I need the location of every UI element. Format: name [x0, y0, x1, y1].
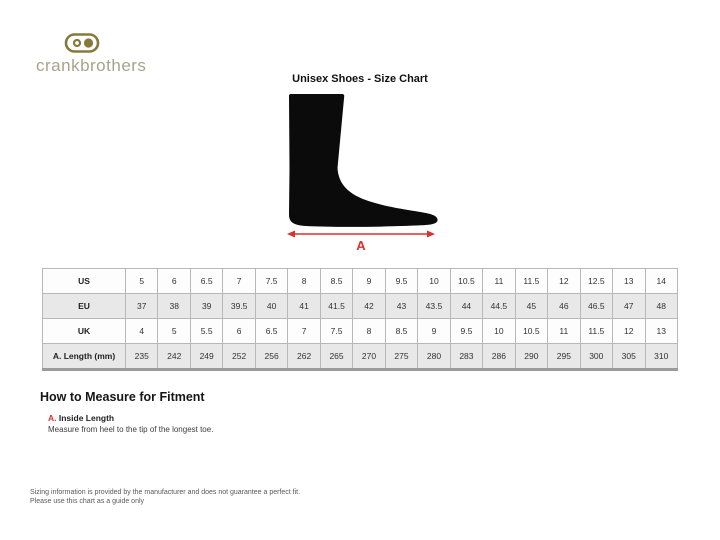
size-cell: 10.5	[450, 269, 482, 294]
size-cell: 10.5	[515, 319, 547, 344]
size-cell: 265	[320, 344, 352, 370]
arrow-label: A	[356, 238, 366, 253]
sock-silhouette-shape	[289, 94, 438, 227]
crankbrothers-pill-logo-icon	[64, 32, 100, 54]
size-cell: 41.5	[320, 294, 352, 319]
size-cell: 48	[645, 294, 678, 319]
size-table	[42, 268, 678, 371]
size-table-body	[43, 269, 678, 370]
size-cell: 286	[483, 344, 515, 370]
size-cell: 43.5	[418, 294, 450, 319]
row-label: UK	[43, 319, 126, 344]
size-table-container	[42, 268, 678, 371]
brand-logo	[36, 32, 146, 76]
size-cell: 7.5	[320, 319, 352, 344]
size-cell: 11.5	[515, 269, 547, 294]
size-cell: 40	[255, 294, 287, 319]
size-cell: 4	[126, 319, 158, 344]
size-cell: 39.5	[223, 294, 255, 319]
size-cell: 8.5	[385, 319, 417, 344]
size-cell: 9	[353, 269, 385, 294]
size-cell: 300	[580, 344, 612, 370]
size-cell: 7	[288, 319, 320, 344]
measure-item-description: Measure from heel to the tip of the longest toe.	[48, 425, 214, 434]
measure-item-letter: A.	[48, 413, 57, 423]
size-cell: 5	[158, 319, 190, 344]
table-row	[43, 269, 678, 294]
how-to-measure-section	[40, 390, 213, 434]
size-cell: 295	[548, 344, 580, 370]
size-cell: 290	[515, 344, 547, 370]
page-title: Unisex Shoes - Size Chart	[292, 73, 428, 85]
table-row	[43, 344, 678, 370]
size-cell: 310	[645, 344, 678, 370]
size-cell: 235	[126, 344, 158, 370]
length-arrow	[287, 231, 435, 238]
size-cell: 275	[385, 344, 417, 370]
disclaimer	[30, 488, 300, 506]
size-cell: 6	[223, 319, 255, 344]
disclaimer-line-1: Sizing information is provided by the manufacturer and does not guarantee a perfect fit.	[30, 489, 301, 496]
row-label: EU	[43, 294, 126, 319]
size-cell: 12	[548, 269, 580, 294]
row-label: US	[43, 269, 126, 294]
size-cell: 10	[418, 269, 450, 294]
size-cell: 242	[158, 344, 190, 370]
size-cell: 270	[353, 344, 385, 370]
size-cell: 305	[613, 344, 645, 370]
size-cell: 10	[483, 319, 515, 344]
measure-heading: How to Measure for Fitment	[40, 390, 205, 404]
size-cell: 283	[450, 344, 482, 370]
size-cell: 43	[385, 294, 417, 319]
size-cell: 38	[158, 294, 190, 319]
size-cell: 7.5	[255, 269, 287, 294]
size-cell: 46	[548, 294, 580, 319]
size-cell: 37	[126, 294, 158, 319]
size-cell: 44.5	[483, 294, 515, 319]
measure-item-name: Inside Length	[56, 413, 115, 423]
measure-item-title	[48, 413, 213, 423]
size-cell: 252	[223, 344, 255, 370]
size-cell: 6.5	[255, 319, 287, 344]
size-cell: 9.5	[385, 269, 417, 294]
size-cell: 13	[613, 269, 645, 294]
size-cell: 11	[548, 319, 580, 344]
size-cell: 8	[288, 269, 320, 294]
size-cell: 12	[613, 319, 645, 344]
size-cell: 44	[450, 294, 482, 319]
size-cell: 45	[515, 294, 547, 319]
size-cell: 9	[418, 319, 450, 344]
size-cell: 46.5	[580, 294, 612, 319]
size-cell: 262	[288, 344, 320, 370]
size-cell: 7	[223, 269, 255, 294]
table-row	[43, 319, 678, 344]
disclaimer-line-2: Please use this chart as a guide only	[30, 498, 145, 505]
size-cell: 13	[645, 319, 678, 344]
size-cell: 6.5	[190, 269, 222, 294]
size-cell: 9.5	[450, 319, 482, 344]
foot-measurement-diagram	[278, 90, 444, 256]
size-cell: 280	[418, 344, 450, 370]
brand-wordmark: crankbrothers	[36, 56, 147, 75]
size-cell: 47	[613, 294, 645, 319]
size-cell: 249	[190, 344, 222, 370]
size-cell: 256	[255, 344, 287, 370]
row-label: A. Length (mm)	[43, 344, 126, 370]
size-cell: 5.5	[190, 319, 222, 344]
table-row	[43, 294, 678, 319]
size-cell: 6	[158, 269, 190, 294]
size-cell: 41	[288, 294, 320, 319]
size-cell: 42	[353, 294, 385, 319]
size-cell: 11	[483, 269, 515, 294]
size-cell: 11.5	[580, 319, 612, 344]
size-cell: 8	[353, 319, 385, 344]
size-cell: 12.5	[580, 269, 612, 294]
size-cell: 14	[645, 269, 678, 294]
size-cell: 39	[190, 294, 222, 319]
size-cell: 5	[126, 269, 158, 294]
size-cell: 8.5	[320, 269, 352, 294]
